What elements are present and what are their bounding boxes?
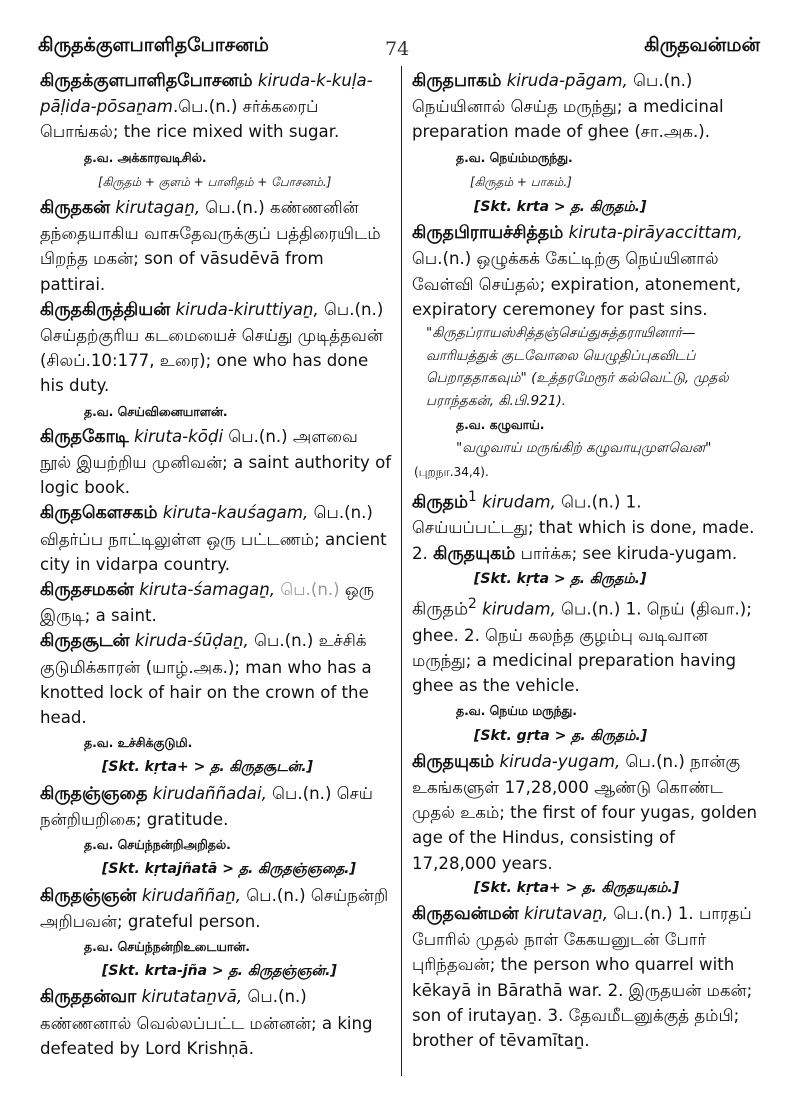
tamil-equivalent: த.வ. கழுவாய். (456, 417, 545, 433)
headword: கிருதம் (412, 599, 469, 620)
dictionary-entry (40, 500, 392, 577)
transliteration: kiruda-pāgam, (506, 71, 628, 90)
transliteration: kiruda-śūḍaṉ, (134, 631, 249, 651)
headword: கிருதபிராயச்சித்தம் (412, 223, 564, 244)
transliteration: kirudaññadai, (152, 783, 267, 803)
transliteration: kiruda-k-kuḷa-pāḷida-pōsaṉam (40, 71, 373, 117)
transliteration: kiruta-kauśagam, (162, 503, 309, 523)
cross-reference-headword: கிருதயுகம் (433, 543, 516, 564)
dictionary-entry (412, 901, 760, 1053)
definition: பெ.(n.) 1. நெய் (திவா.); ghee. 2. நெய் கலந்த குழம்பு வடிவான மருந்து; a medicinal preparation having ghee as the vehicle. (412, 599, 752, 696)
headword: கிருததன்வா (40, 987, 137, 1008)
running-head-left: கிருதக்குளபாளிதபோசனம் (38, 34, 269, 56)
tamil-equivalent: த.வ. செய்ந்நன்றிஉடையான். (84, 938, 251, 954)
definition: பெ.(n.) செய்தற்குரிய கடமையைச் செய்து முடித்தவன் (சிலப்.10:177, உரை); one who has done his duty. (40, 299, 384, 396)
homograph-number: 2 (468, 596, 477, 613)
etymology: [கிருதம் + குளம் + பாளிதம் + போசனம்.] (98, 174, 332, 189)
headword: கிருதயுகம் (412, 751, 495, 772)
transliteration: kiruta-śamagaṉ, (139, 580, 276, 600)
definition: ஒரு இருடி; a saint. (40, 580, 375, 626)
dictionary-entry (40, 984, 392, 1061)
definition: பெ.(n.) கண்ணனின் தந்தையாகிய வாசுதேவருக்குப் பத்திரையிடம் பிறந்த மகன்; son of vāsudēvā from pattirai. (40, 198, 381, 294)
headword: கிருதகௌசகம் (40, 503, 158, 524)
tamil-equivalent: த.வ. உச்சிக்குடுமி. (84, 735, 193, 751)
definition: பெ.(n.) ஒழுக்கக் கேட்டிற்கு நெய்யினால் வேள்வி செய்தல்; expiration, atonement, expiratory ceremoney for past sins. (412, 249, 741, 319)
definition: பெ.(n.) செய் நன்றியறிகை; gratitude. (40, 783, 374, 829)
running-head-right: கிருதவன்மன் (644, 34, 760, 56)
etymology: [Skt. gṛta > த. கிருதம்.] (474, 727, 648, 744)
dictionary-entry (40, 424, 392, 501)
tamil-equivalent: த.வ. செய்வினையாளன். (84, 403, 228, 419)
headword: கிருதக்குளபாளிதபோசனம் (40, 71, 253, 91)
dictionary-entry (412, 220, 760, 322)
citation-reference: (புறநா.34,4). (414, 464, 489, 479)
headword: கிருதபாகம் (412, 71, 502, 91)
dictionary-entry (40, 781, 392, 832)
dictionary-entry (412, 749, 760, 876)
transliteration: kirudam, (482, 599, 556, 619)
dictionary-entry (40, 195, 392, 297)
definition: பெ.(n.) செய்நன்றி அறிபவன்; grateful person. (40, 885, 389, 931)
definition: பெ.(n.) உச்சிக் குடுமிக்காரன் (யாழ்.அக.); man who has a knotted lock of hair on the crown of the head. (40, 631, 372, 728)
etymology: [Skt. kṛta > த. கிருதம்.] (474, 570, 647, 587)
definition: பெ.(n.) 1. செய்யப்பட்டது; that which is done, made. 2. (412, 492, 755, 563)
transliteration: kirudam, (482, 492, 556, 512)
etymology: [Skt. krta-jña > த. கிருதஞ்ஞன்.] (102, 963, 337, 980)
headword: கிருதம் (412, 492, 469, 513)
homograph-number: 1 (468, 488, 477, 505)
etymology: [Skt. kṛta+ > த. கிருதயுகம்.] (474, 879, 680, 896)
right-column (412, 68, 760, 1053)
transliteration: kirudaññaṉ, (141, 885, 242, 905)
part-of-speech: பெ.(n.) (280, 580, 340, 600)
dictionary-entry (40, 297, 392, 399)
transliteration: kiruda-kiruttiyaṉ, (175, 299, 319, 319)
tamil-equivalent: த.வ. நெய்ம்மருந்து. (456, 149, 573, 165)
definition: பெ.(n.) விதர்ப்ப நாட்டிலுள்ள ஒரு பட்டணம்; ancient city in vidarpa country. (40, 503, 387, 574)
headword: கிருதகன் (40, 198, 111, 219)
column-divider (401, 66, 402, 1076)
definition: பெ.(n.) கண்ணனால் வெல்லப்பட்ட மன்னன்; a king defeated by Lord Krishṇā. (40, 987, 373, 1058)
etymology: [Skt. kṛta+ > த. கிருதசூடன்.] (102, 759, 313, 776)
left-column (40, 68, 392, 1061)
transliteration: kiruta-kōḍi (133, 426, 224, 446)
dictionary-entry (412, 592, 760, 698)
etymology: [Skt. kṛtajñatā > த. கிருதஞ்ஞதை.] (102, 861, 356, 878)
definition: பெ.(n.) 1. பாரதப் போரில் முதல் நாள் கேகயனுடன் போர் புரிந்தவன்; the person who quarrel with kēkayā in Bārathā war. 2. இருதயன் மகன்; son of irutayaṉ. 3. தேவமீடனுக்குத் தம்பி; brother of tēvamītaṉ. (412, 904, 753, 1051)
definition: பெ.(n.) அளவை நூல் இயற்றிய முனிவன்; a saint authority of logic book. (40, 426, 392, 498)
headword: கிருதவன்மன் (412, 904, 519, 925)
etymology: [கிருதம் + பாகம்.] (470, 174, 572, 189)
headword: கிருதகிருத்தியன் (40, 299, 171, 320)
headword: கிருதகோடி (40, 426, 129, 447)
headword: கிருதசூடன் (40, 631, 130, 652)
headword: கிருதசமகன் (40, 580, 134, 601)
tamil-equivalent: த.வ. செய்ந்நன்றிஅறிதல். (84, 837, 231, 853)
dictionary-entry (412, 68, 760, 145)
transliteration: kirutavaṉ, (524, 904, 609, 924)
etymology: [Skt. krta > த. கிருதம்.] (474, 199, 647, 216)
dictionary-entry (40, 68, 392, 145)
transliteration: kirutataṉvā, (141, 987, 243, 1007)
tamil-equivalent: த.வ. அக்காரவடிசில். (84, 149, 207, 165)
definition: பெ.(n.) நான்கு உகங்களுள் 17,28,000 ஆண்டு கொண்ட முதல் உகம்; the first of four yugas, golden age of the Hindus, consisting of 17,28,000 years. (412, 751, 758, 873)
dictionary-entry (40, 577, 392, 628)
dictionary-entry (40, 628, 392, 730)
citation-quote: "வழுவாய் மருங்கிற் கழுவாயுமுளவென" (456, 440, 712, 457)
transliteration: kiruta-pirāyaccittam, (568, 223, 743, 243)
see-reference: பார்க்க; see kiruda-yugam. (520, 543, 738, 563)
tamil-equivalent: த.வ. நெய்ம மருந்து. (456, 703, 578, 719)
page-number: 74 (385, 38, 410, 60)
headword: கிருதஞ்ஞதை (40, 783, 148, 804)
transliteration: kirutagaṉ, (115, 198, 201, 218)
page-header (0, 0, 800, 60)
headword: கிருதஞ்ஞன் (40, 885, 137, 906)
transliteration: kiruda-yugam, (499, 751, 621, 771)
citation-quote: "கிருதப்ராயஸ்சித்தஞ்செய்துசுத்தராயினார்— வாரியத்துக் குடவோலை யெழுதிப்புகவிடப் பெறாததாகவும்" (உத்தரமேரூர் கல்வெட்டு, முதல் பராந்தகன், கி.பி.921). (426, 325, 729, 409)
definition: பெ.(n.) நெய்யினால் செய்த மருந்து; a medicinal preparation made of ghee (சா.அக.). (412, 71, 724, 142)
dictionary-entry (40, 883, 392, 934)
definition: .பெ.(n.) சர்க்கரைப் பொங்கல்; the rice mixed with sugar. (40, 97, 340, 142)
dictionary-entry (412, 485, 760, 567)
